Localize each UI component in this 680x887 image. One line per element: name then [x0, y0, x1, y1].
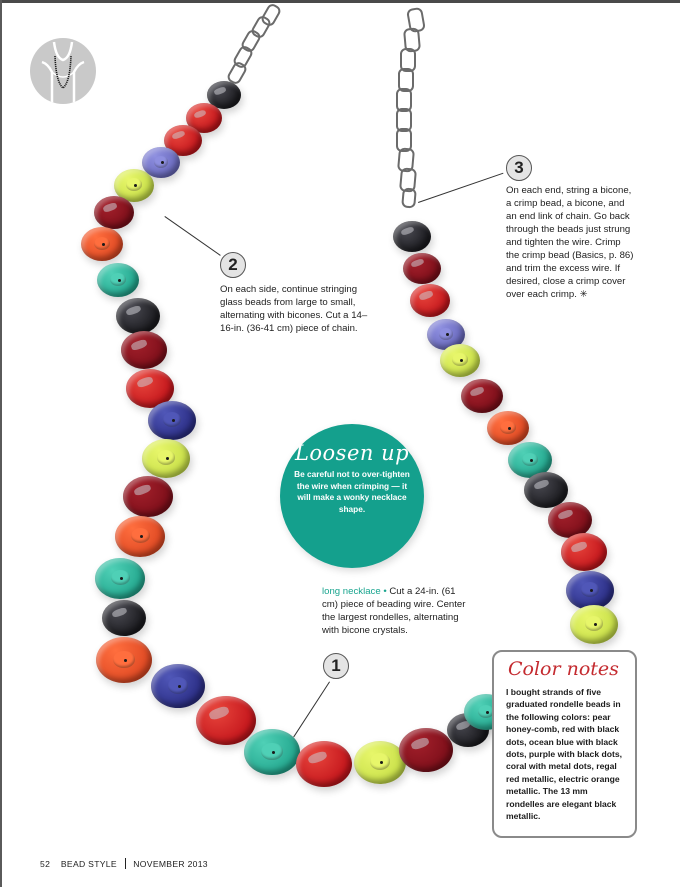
glass-bead [81, 227, 123, 261]
step-2-text: On each side, continue stringing glass beads from large to small, alternating with bicones. Cut a 14–16-in. (36-41 cm) piece of chain. [220, 284, 368, 334]
step-1-text [322, 585, 472, 637]
step-3-number-badge: 3 [506, 155, 532, 181]
tip-loosen-up [280, 424, 424, 568]
glass-bead [95, 558, 145, 599]
glass-bead [244, 729, 300, 775]
glass-bead [148, 401, 196, 440]
glass-bead [561, 533, 607, 571]
color-notes-body: I bought strands of five graduated rondelle beads in the following colors: pear honey-comb, red with black dots, ocean blue with black dots, purple with black dots, coral with metal dots, regal red metallic, electric orange metallic. The 13 mm rondelles are elegant black metallic. [506, 687, 623, 822]
color-notes-box [492, 650, 637, 838]
glass-bead [97, 263, 139, 297]
step-1-number-badge: 1 [323, 653, 349, 679]
glass-bead [393, 221, 431, 252]
step-2-leader-line [164, 216, 220, 256]
glass-bead [115, 516, 165, 557]
tip-title: Loosen up [294, 441, 410, 465]
step-1-leader-line [293, 681, 330, 737]
glass-bead [196, 696, 256, 745]
glass-bead [399, 728, 453, 772]
glass-bead [151, 664, 205, 708]
glass-bead [94, 196, 134, 229]
glass-bead [102, 600, 146, 636]
glass-bead [96, 637, 152, 683]
step-1-body: Cut a 24-in. (61 cm) piece of beading wire. Center the largest rondelles, alternating with bicone crystals. [322, 586, 466, 636]
glass-bead [570, 605, 618, 644]
bullet-separator: • [383, 586, 387, 597]
tip-body: Be careful not to over-tighten the wire when crimping — it will make a wonky necklace shape. [294, 469, 410, 514]
step-3-text [506, 184, 634, 301]
issue-date: NOVEMBER 2013 [133, 859, 208, 869]
page-top-border [0, 0, 680, 3]
glass-bead [142, 439, 190, 478]
footer-divider [125, 858, 126, 869]
step-1-label: long necklace [322, 586, 381, 597]
step-2-number-badge: 2 [220, 252, 246, 278]
color-notes-title: Color notes [508, 658, 619, 680]
glass-bead [487, 411, 529, 445]
end-mark-icon: ✳ [579, 289, 588, 300]
step-3-body: On each end, string a bicone, a crimp bead, a bicone, and an end link of chain. Go back through the beads just strung and tighten the wire. Crimp the crimp bead (Basics, p. 86) and trim the excess wire. If desired, close a crimp cover over each crimp. [506, 185, 634, 300]
chain-link [401, 187, 417, 208]
figure-silhouette-icon [30, 38, 96, 104]
glass-bead [403, 253, 441, 284]
glass-bead [410, 284, 450, 317]
glass-bead [296, 741, 352, 787]
publication-name: BEAD STYLE [60, 859, 117, 869]
necklace-length-icon [30, 38, 96, 104]
glass-bead [566, 571, 614, 610]
glass-bead [461, 379, 503, 413]
glass-bead [440, 344, 480, 377]
step-3-leader-line [418, 173, 503, 203]
glass-bead [116, 298, 160, 334]
page-number: 52 [40, 859, 51, 869]
page-footer [40, 858, 208, 869]
glass-bead [123, 476, 173, 517]
glass-bead [121, 331, 167, 369]
page-left-border [0, 0, 2, 887]
